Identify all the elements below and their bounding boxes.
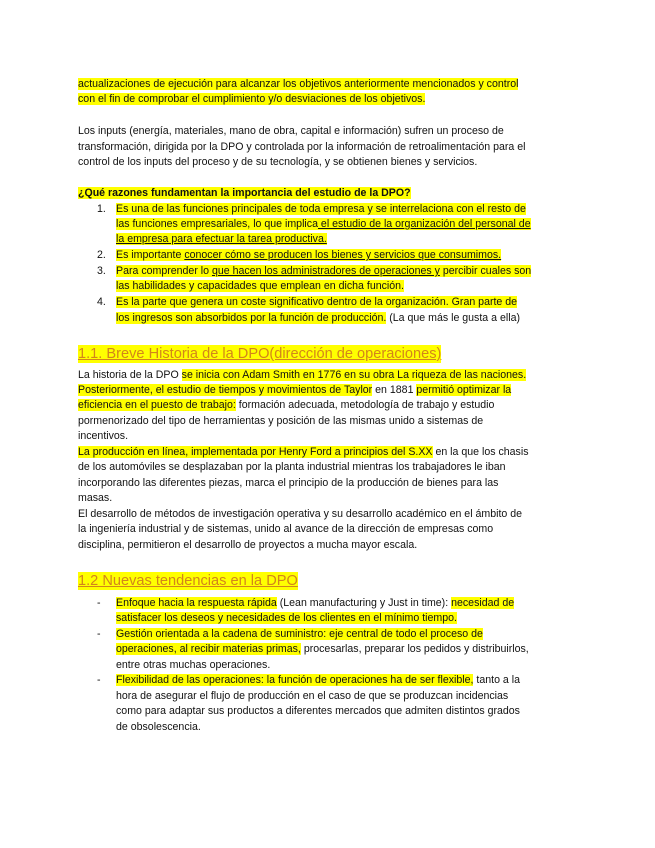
trend-2-line-2a: operaciones, al recibir materias primas, [116, 643, 301, 655]
history-line-5: incentivos. [78, 430, 129, 442]
history-line-4: pormenorizado del tipo de herramientas y posición de las mismas unido a sistemas de [78, 415, 484, 427]
reason-1-line-1: Es una de las funciones principales de toda empresa y se interrelaciona con el resto de [116, 203, 526, 215]
trend-1-line-1c: necesidad de [451, 597, 515, 609]
reason-2-line-1b: conocer cómo se producen los bienes y servicios que consumimos. [184, 249, 502, 261]
reason-3-line-1c: percibir cuales son [439, 265, 532, 277]
reason-3-line-1b: que hacen los administradores de operaciones y [211, 265, 440, 277]
list-number: 3. [97, 265, 106, 277]
trends-heading: 1.2 Nuevas tendencias en la DPO [78, 573, 298, 589]
inputs-line-2: transformación, dirigida por la DPO y controlada por la información de retroalimentación para el [78, 141, 526, 153]
trend-3-line-4: de obsolescencia. [116, 721, 201, 733]
history-line-8: incorporando las diferentes piezas, marca el principio de la producción de bienes para las [78, 477, 499, 489]
trend-2-line-3: entre otras muchas operaciones. [116, 659, 271, 671]
history-line-10: El desarrollo de métodos de investigación operativa y su desarrollo académico en el ámbito de [78, 508, 523, 520]
trend-1-line-1b: (Lean manufacturing y Just in time): [276, 597, 452, 609]
intro-line-2: con el fin de comprobar el cumplimiento y/o desviaciones de los objetivos. [78, 93, 426, 105]
history-line-9: masas. [78, 492, 113, 504]
list-number: 2. [97, 249, 106, 261]
intro-line-1: actualizaciones de ejecución para alcanzar los objetivos anteriormente mencionados y control [78, 78, 519, 90]
reason-3-line-1a: Para comprender lo [116, 265, 212, 277]
history-line-1b: se inicia con Adam Smith en 1776 en su obra La riqueza de las naciones. [181, 369, 527, 381]
history-heading: 1.1. Breve Historia de la DPO(dirección de operaciones) [78, 346, 442, 362]
reason-4-line-1: Es la parte que genera un coste significativo dentro de la organización. Gran parte de [116, 296, 518, 308]
list-dash: - [97, 628, 101, 640]
trend-3-line-3: como para adaptar sus productos a diferentes mercados que admiten distintos grados [116, 705, 520, 717]
trend-2-line-2b: procesarlas, preparar los pedidos y distribuirlos, [300, 643, 529, 655]
list-dash: - [97, 597, 101, 609]
trend-3-line-1a: Flexibilidad de las operaciones: la función de operaciones ha de ser flexible, [116, 674, 474, 686]
reason-1-line-3: la empresa para efectuar la tarea productiva. [116, 233, 327, 245]
reason-3-line-2: las habilidades y capacidades que emplean en dicha función. [116, 280, 404, 292]
history-line-3a: eficiencia en el puesto de trabajo: [78, 399, 236, 411]
history-line-2b: en 1881 [372, 384, 417, 396]
question-heading: ¿Qué razones fundamentan la importancia del estudio de la DPO? [78, 187, 411, 199]
history-line-1a: La historia de la DPO [78, 369, 182, 381]
trend-1-line-2: satisfacer los deseos y necesidades de los clientes en el mínimo tiempo. [116, 612, 457, 624]
history-line-2c: permitió optimizar la [416, 384, 512, 396]
history-line-7: de los automóviles se desplazaban por la planta industrial mientras los trabajadores le iban [78, 461, 506, 473]
history-line-6b: en la que los chasis [432, 446, 529, 458]
trend-1-line-1a: Enfoque hacia la respuesta rápida [116, 597, 277, 609]
trend-3-line-2: hora de asegurar el flujo de producción en el caso de que se produzcan incidencias [116, 690, 509, 702]
trend-2-line-1: Gestión orientada a la cadena de suministro: eje central de todo el proceso de [116, 628, 483, 640]
inputs-line-1: Los inputs (energía, materiales, mano de obra, capital e información) sufren un proceso de [78, 125, 504, 137]
history-line-6a: La producción en línea, implementada por Henry Ford a principios del S.XX [78, 446, 433, 458]
trend-3-line-1b: tanto a la [473, 674, 520, 686]
reason-1-line-2a: las funciones empresariales, lo que implica [116, 218, 318, 230]
list-dash: - [97, 674, 101, 686]
reason-4-line-2b: (La que más le gusta a ella) [386, 312, 520, 324]
history-line-3b: formación adecuada, metodología de trabajo y estudio [235, 399, 495, 411]
reason-4-line-2a: los ingresos son absorbidos por la función de producción. [116, 312, 387, 324]
reason-2-line-1a: Es importante [116, 249, 185, 261]
reason-1-line-2b: el estudio de la organización del personal de [317, 218, 531, 230]
list-number: 1. [97, 203, 106, 215]
history-line-12: disciplina, permitieron el desarrollo de proyectos a mucha mayor escala. [78, 539, 418, 551]
list-number: 4. [97, 296, 106, 308]
history-line-2a: Posteriormente, el estudio de tiempos y movimientos de Taylor [78, 384, 373, 396]
history-line-11: la ingeniería industrial y de sistemas, unido al avance de la dirección de empresas como [78, 523, 494, 535]
inputs-line-3: control de los inputs del proceso y de su tecnología, y se obtienen bienes y servicios. [78, 156, 478, 168]
